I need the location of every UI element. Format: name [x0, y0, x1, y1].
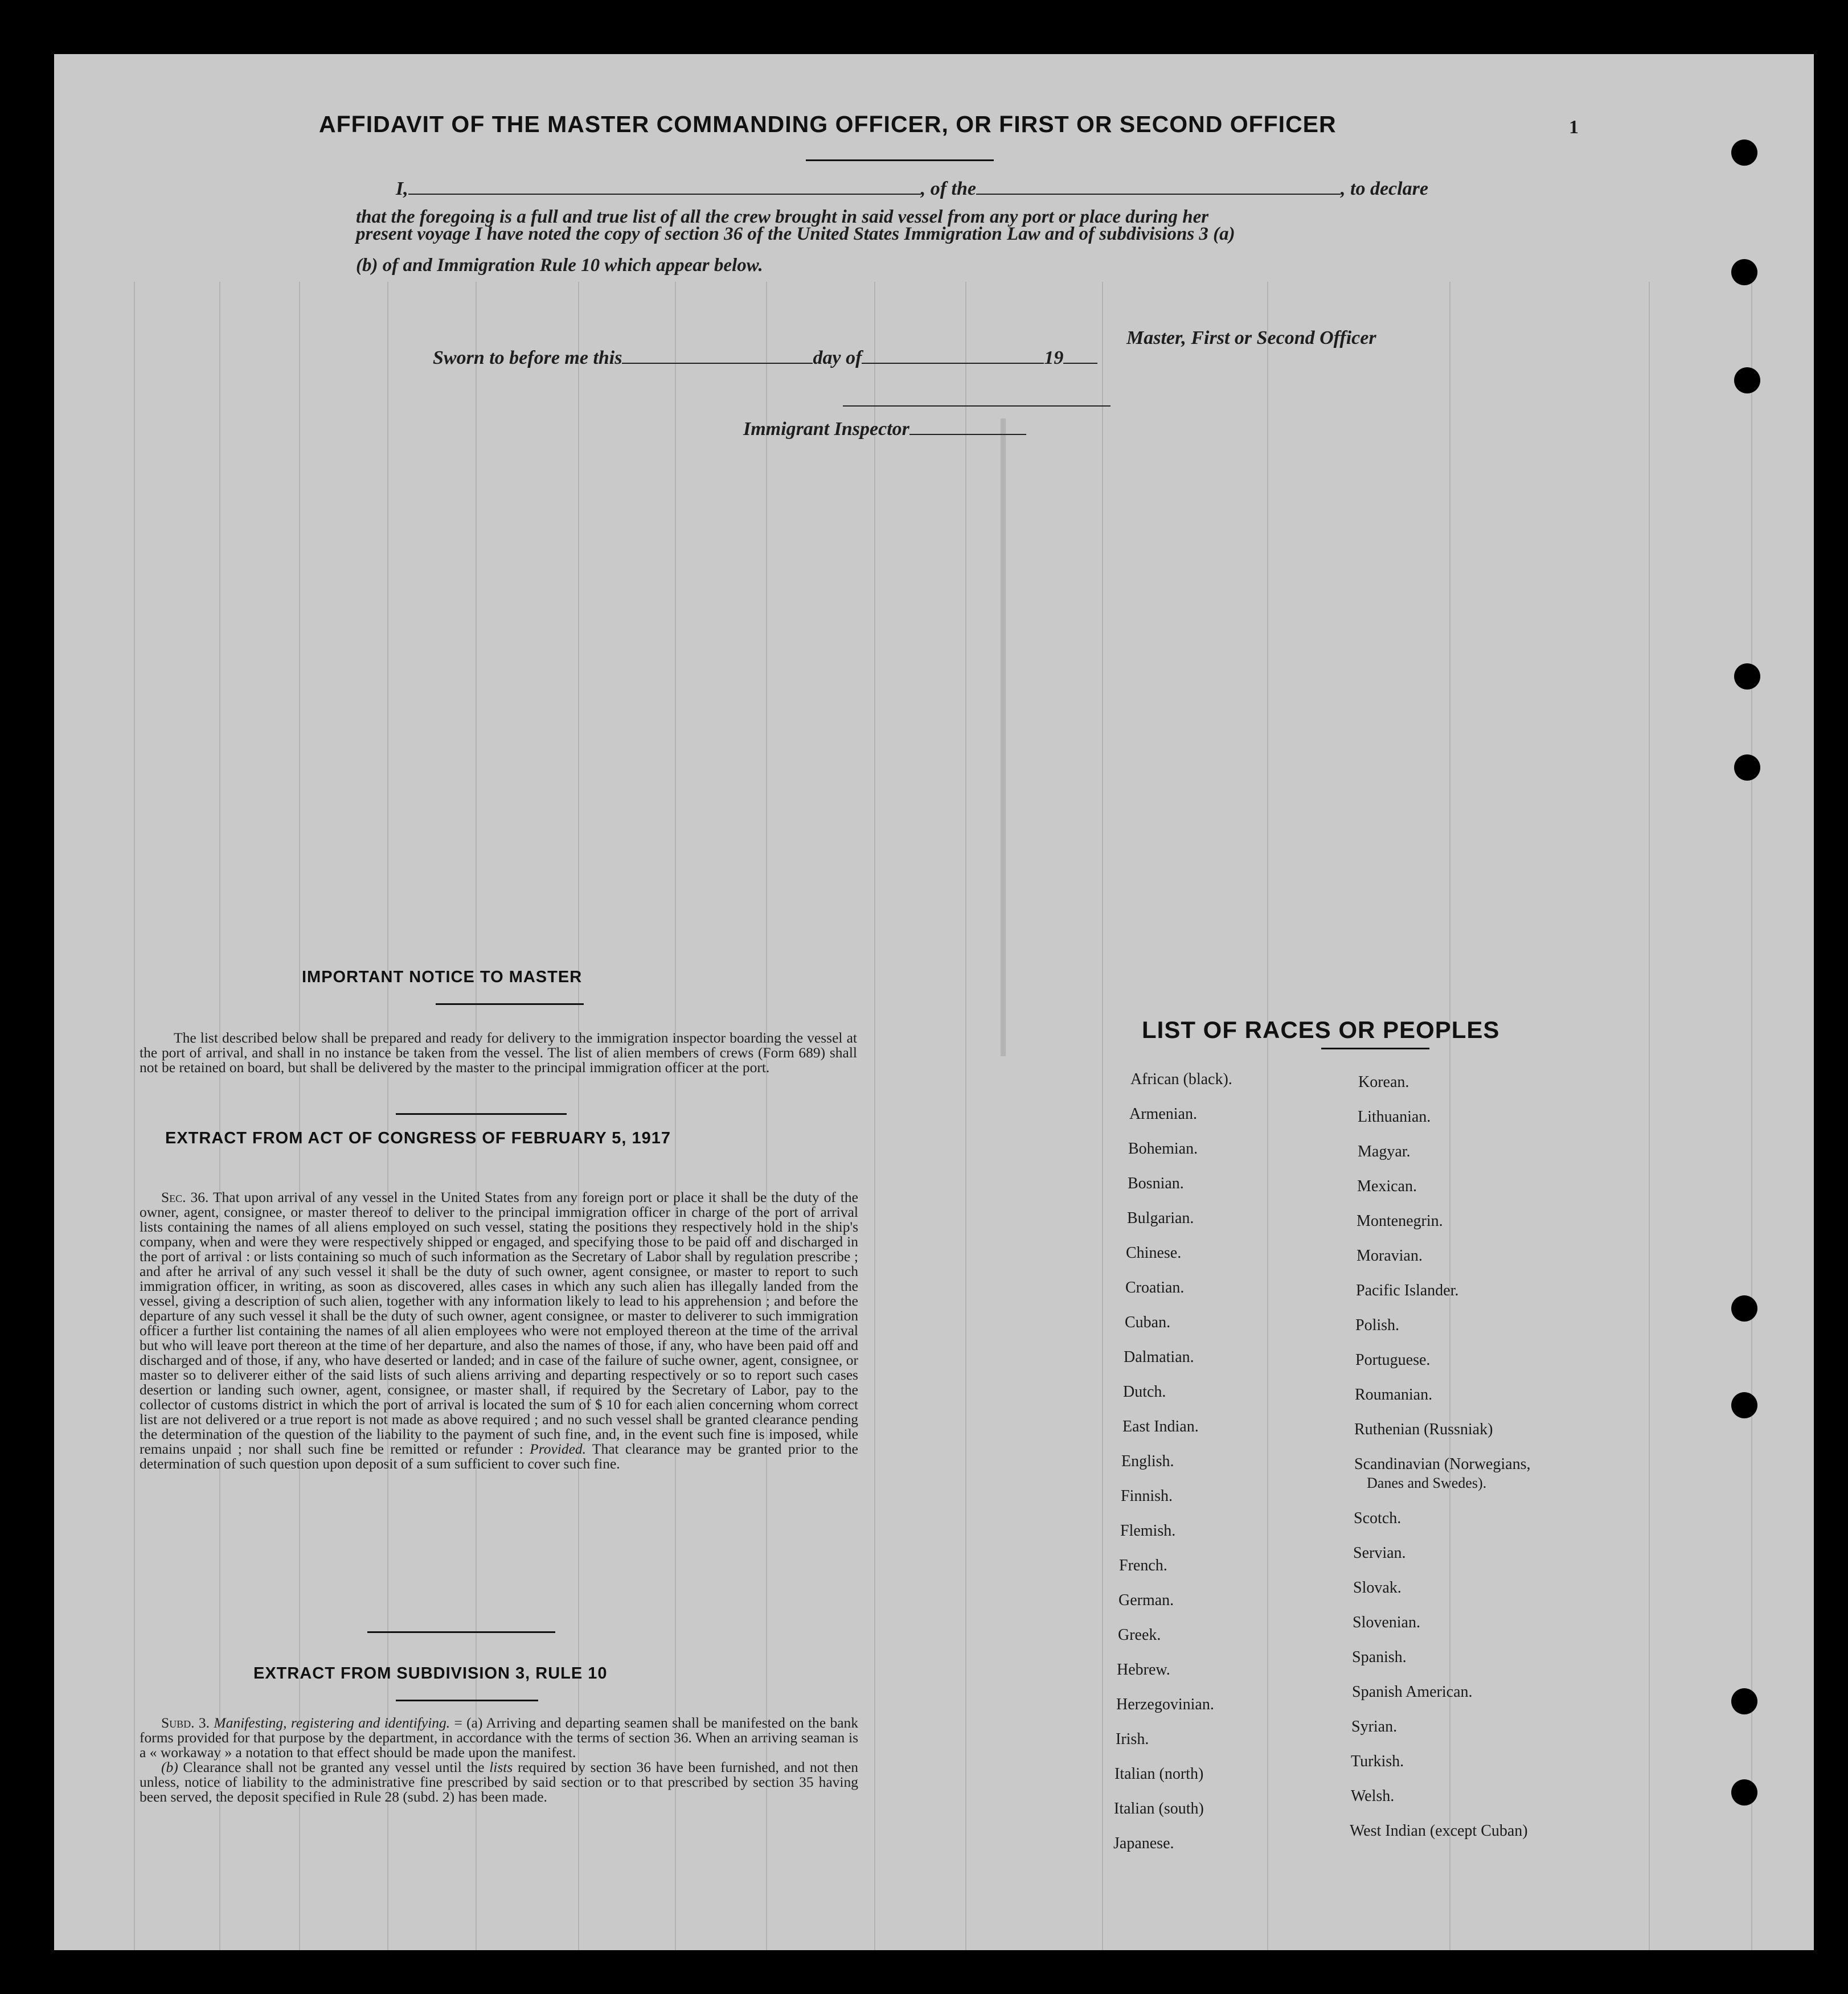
race-item: Flemish.	[1120, 1522, 1176, 1540]
title-rule	[806, 159, 994, 161]
notice-rule	[436, 1003, 584, 1005]
punch-hole	[1734, 754, 1760, 781]
race-item: Montenegrin.	[1357, 1212, 1443, 1230]
race-item: Scotch.	[1354, 1509, 1402, 1527]
race-item: German.	[1118, 1591, 1174, 1609]
punch-hole	[1731, 1688, 1757, 1714]
subd-title: Manifesting, registering and identifying.	[214, 1714, 450, 1731]
affidavit-line-4: (b) of and Immigration Rule 10 which appear below.	[356, 255, 763, 276]
race-item: Slovenian.	[1353, 1614, 1420, 1631]
punch-hole	[1731, 1295, 1757, 1322]
act-body	[140, 1190, 858, 1471]
act-section-text: That upon arrival of any vessel in the United States from any foreign port or place it shall be the duty of the owner, agent, consignee, or master thereof to deliver to the principal immigration officer in charge of the port of arrival lists containing the names of all aliens employed on such vessel, stating the positions they respectively hold in the ship's company, when and were they were respectively shipped or engaged, and specifying those to be paid off and discharged in the port of arrival : or lists containing so much of such information as the Secretary of Labor shall by regulation prescribe ; and after he arrival of any such vessel it shall be the duty of such owner, agent consignee, or master to report to such immigration officer, in writing, as soon as discovered, alles cases in which any such alien has illegally landed from the vessel, giving a description of such alien, together with any information likely to lead to his apprehension ; and before the departure of any such vessel it shall be the duty of such owner, agent consignee, or master to deliverer to such immigration officer a further list containing the names of all alien employees who were not employed thereon at the time of the arrival but who will leave port thereon at the time of her departure, and also the names of those, if any, who have been paid off and discharged and of those, if any, who have deserted or landed; and in case of the failure of suche owner, agent, consignee, or master so to deliverer either of the said lists of such aliens arriving and departing respectively or so to report such cases desertion or landing such owner, agent, consignee, or master shall, if required by the Secretary of Labor, pay to the collector of customs district in which the port of arrival is located the sum of $ 10 for each alien concerning whom correct list are not delivered or a true report is not made as above required ; and no such vessel shall be granted clearance pending the determination of the question of the liability to the payment of such fine, and, in the event such fine is imposed, while remains unpaid ; nor shall such fine be remitted or refunder :	[140, 1189, 858, 1457]
act-section-label: Sec. 36.	[161, 1189, 209, 1205]
provided-label: Provided.	[530, 1441, 587, 1457]
race-item: Scandinavian (Norwegians,	[1354, 1455, 1531, 1473]
subd-para-b-label: (b)	[161, 1759, 178, 1775]
punch-hole	[1734, 663, 1760, 690]
year-prefix: 19	[1044, 347, 1064, 368]
race-item: West Indian (except Cuban)	[1350, 1822, 1528, 1840]
rule-title-rule	[396, 1700, 538, 1701]
races-right-column	[1350, 1073, 1589, 1870]
rule-title: EXTRACT FROM SUBDIVISION 3, RULE 10	[253, 1664, 608, 1683]
manifest-page	[54, 54, 1814, 1950]
punch-hole	[1731, 140, 1757, 166]
race-item: Herzegovinian.	[1116, 1696, 1214, 1713]
sworn-label: Sworn to before me this	[433, 347, 622, 368]
rule-body	[140, 1716, 858, 1804]
bleed-through-text: ————————	[966, 419, 1055, 1056]
race-item: Finnish.	[1121, 1487, 1173, 1505]
race-item: Dalmatian.	[1124, 1348, 1194, 1366]
race-item: Danes and Swedes).	[1367, 1475, 1487, 1491]
race-item: Italian (north)	[1114, 1765, 1204, 1783]
race-item: Bulgarian.	[1127, 1209, 1194, 1227]
race-item: French.	[1119, 1557, 1167, 1574]
race-item: Moravian.	[1357, 1247, 1423, 1265]
subd-para-a: = (a) Arriving and departing seamen shall be manifested on the bank forms provided for that purpose by the department, in accordance with the terms of section 36. When an arriving seaman is a « workaway » a notation to that effect should be made upon the manifest.	[140, 1714, 859, 1761]
race-item: Syrian.	[1351, 1718, 1398, 1735]
race-item: Turkish.	[1351, 1753, 1404, 1770]
inspector-label: Immigrant Inspector	[743, 419, 909, 440]
declarant-i: I,	[396, 178, 408, 199]
notice-body: The list described below shall be prepared and ready for delivery to the immigration inspector boarding the vessel at the port of arrival, and shall in no instance be taken from the vessel. The list of alien members of crews (Form 689) shall not be retained on board, but shall be delivered by the master to the principal immigration officer at the port.	[140, 1029, 857, 1076]
races-left-column	[1108, 1070, 1324, 1868]
subd-para-b-lists: lists	[489, 1759, 513, 1775]
punch-hole	[1731, 1392, 1757, 1418]
affidavit-line-1	[396, 178, 1506, 200]
day-of-label: day of	[813, 347, 862, 368]
affidavit-title: AFFIDAVIT OF THE MASTER COMMANDING OFFICER, OR FIRST OR SECOND OFFICER	[319, 111, 1337, 137]
sworn-day-field[interactable]	[622, 363, 813, 364]
race-item: Spanish American.	[1352, 1683, 1473, 1701]
race-item: Spanish.	[1352, 1648, 1407, 1666]
race-item: Polish.	[1355, 1316, 1400, 1334]
races-rule	[1321, 1048, 1429, 1049]
race-item: Pacific Islander.	[1356, 1282, 1459, 1299]
affidavit-line-2: that the foregoing is a full and true list of all the crew brought in said vessel from any port or place during her	[356, 207, 1209, 227]
race-item: Armenian.	[1129, 1105, 1197, 1123]
punch-hole	[1734, 367, 1760, 393]
provided-text: That clearance may be granted prior to the determination of such question upon deposit of a sum sufficient to cover such fine.	[140, 1441, 858, 1472]
to-declare-label: , to declare	[1341, 178, 1428, 199]
race-item: Greek.	[1118, 1626, 1161, 1644]
race-item: Chinese.	[1126, 1244, 1182, 1262]
race-item: Bosnian.	[1128, 1175, 1184, 1192]
races-title: LIST OF RACES OR PEOPLES	[1142, 1016, 1500, 1043]
race-item: Bohemian.	[1128, 1140, 1198, 1158]
vessel-name-field[interactable]	[976, 194, 1341, 195]
race-item: Servian.	[1353, 1544, 1406, 1562]
race-item: Irish.	[1116, 1730, 1149, 1748]
subd-para-b-text-1: Clearance shall not be granted any vessel until the	[183, 1759, 485, 1775]
race-item: Magyar.	[1358, 1143, 1411, 1160]
sworn-line	[433, 347, 1097, 369]
race-item: Portuguese.	[1355, 1351, 1431, 1369]
race-item: East Indian.	[1122, 1418, 1199, 1435]
race-item: Japanese.	[1113, 1835, 1174, 1852]
rule-rule-top	[367, 1631, 555, 1633]
race-item: Mexican.	[1357, 1177, 1417, 1195]
race-item: African (black).	[1130, 1070, 1232, 1088]
act-rule-top	[396, 1113, 567, 1115]
subd-para-b-text-2: required by section 36 have been furnished, and not then unless, notice of liability to the administrative fine prescribed by said section or to that prescribed by section 35 having been served, the deposit specified in Rule 28 (subd. 2) has been made.	[140, 1759, 859, 1805]
race-item: Hebrew.	[1117, 1661, 1170, 1679]
page-mark: 1	[1569, 117, 1579, 138]
notice-title: IMPORTANT NOTICE TO MASTER	[302, 968, 583, 986]
race-item: Italian (south)	[1114, 1800, 1204, 1817]
act-title: EXTRACT FROM ACT OF CONGRESS OF FEBRUARY 5, 1917	[165, 1129, 671, 1147]
of-the-label: , of the	[920, 178, 977, 199]
race-item: Roumanian.	[1355, 1386, 1433, 1404]
punch-hole	[1731, 259, 1757, 285]
master-signature-label: Master, First or Second Officer	[1126, 327, 1376, 348]
declarant-name-field[interactable]	[408, 194, 921, 195]
sworn-year-field[interactable]	[1063, 363, 1097, 364]
race-item: Welsh.	[1351, 1787, 1395, 1805]
inspector-signature-field[interactable]	[843, 405, 1111, 407]
race-item: Korean.	[1358, 1073, 1409, 1091]
race-item: Lithuanian.	[1358, 1108, 1431, 1126]
race-item: Ruthenian (Russniak)	[1354, 1421, 1493, 1438]
race-item: English.	[1121, 1453, 1174, 1470]
race-item: Cuban.	[1125, 1314, 1171, 1331]
affidavit-line-3: present voyage I have noted the copy of section 36 of the United States Immigration Law and of subdivisions 3 (a)	[356, 224, 1235, 244]
punch-hole	[1731, 1779, 1757, 1806]
subd-label: Subd. 3.	[161, 1714, 210, 1731]
race-item: Croatian.	[1125, 1279, 1185, 1296]
sworn-month-field[interactable]	[862, 363, 1044, 364]
race-item: Slovak.	[1353, 1579, 1402, 1597]
race-item: Dutch.	[1123, 1383, 1166, 1401]
